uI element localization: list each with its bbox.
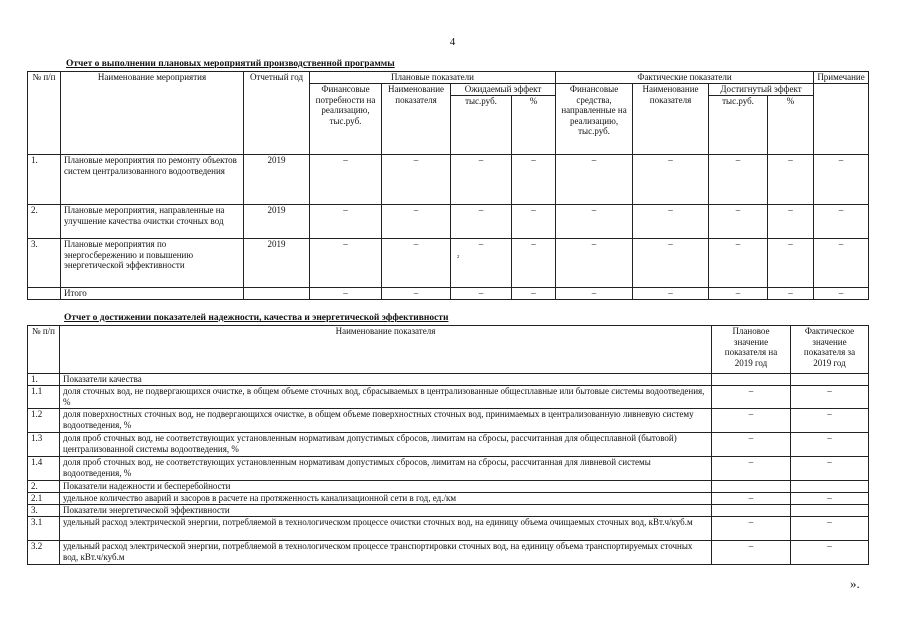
cell-dash: – xyxy=(814,288,869,300)
cell-dash: – xyxy=(814,205,869,239)
cell-dash: – xyxy=(768,155,814,205)
row-fact: – xyxy=(791,386,869,409)
row-name: Плановые мероприятия по ремонту объектов систем централизованного водоотведения xyxy=(61,155,244,205)
cell-dash: – xyxy=(382,239,451,288)
header-unit-pct: % xyxy=(512,96,556,155)
table-row xyxy=(28,505,869,517)
table-row xyxy=(28,517,869,541)
row-name: удельный расход электрической энергии, потребляемой в технологическом процессе транспортировки сточных вод, на единицу объема транспортируемых сточных вод, кВт.ч/куб.м xyxy=(60,541,712,565)
cell-dash: – xyxy=(633,205,709,239)
row-fact: – xyxy=(791,541,869,565)
row-num: 1. xyxy=(28,155,61,205)
cell-dash: – xyxy=(310,239,382,288)
cell-dash: – xyxy=(556,155,633,205)
cell-dash: – xyxy=(310,288,382,300)
row-num: 1.3 xyxy=(28,433,60,457)
cell-dash: – xyxy=(709,288,768,300)
row-num: 3.1 xyxy=(28,517,60,541)
row-fact: – xyxy=(791,409,869,433)
header-note-empty xyxy=(814,84,869,155)
row-num: 2.1 xyxy=(28,493,60,505)
cell-dash: – xyxy=(512,288,556,300)
table-row xyxy=(28,374,869,386)
total-year-empty xyxy=(244,288,310,300)
cell-dash: – xyxy=(451,288,512,300)
header-indicator-name-actual: Наименование показателя xyxy=(633,84,709,155)
stray-mark: ² xyxy=(457,254,460,262)
page-number: 4 xyxy=(449,36,456,48)
row-fact: – xyxy=(791,493,869,505)
cell-dash: – xyxy=(382,288,451,300)
header-unit-rub-actual: тыс.руб. xyxy=(709,96,768,155)
table-row xyxy=(28,239,869,288)
header-num: № п/п xyxy=(28,326,60,374)
row-fact: – xyxy=(791,517,869,541)
row-fact xyxy=(791,505,869,517)
cell-dash: – xyxy=(512,239,556,288)
table-row xyxy=(28,155,869,205)
row-fact xyxy=(791,481,869,493)
cell-dash: – xyxy=(633,155,709,205)
header-year: Отчетный год xyxy=(244,72,310,155)
row-name: Плановые мероприятия, направленные на улучшение качества очистки сточных вод xyxy=(61,205,244,239)
row-num: 2. xyxy=(28,205,61,239)
row-num: 1. xyxy=(28,374,60,386)
cell-dash: – xyxy=(310,205,382,239)
cell-dash: – xyxy=(382,205,451,239)
header-indicator-name: Наименование показателя xyxy=(382,84,451,155)
row-name: удельный расход электрической энергии, потребляемой в технологическом процессе очистки сточных вод, на единицу объема очищаемых сточных вод, кВт.ч/куб.м xyxy=(60,517,712,541)
row-name: удельное количество аварий и засоров в расчете на протяженность канализационной сети в год, ед./км xyxy=(60,493,712,505)
cell-dash: – xyxy=(556,239,633,288)
total-row xyxy=(28,288,869,300)
cell-dash: – xyxy=(768,288,814,300)
row-num: 1.1 xyxy=(28,386,60,409)
row-name: Показатели качества xyxy=(60,374,712,386)
row-num: 3. xyxy=(28,505,60,517)
table-row xyxy=(28,493,869,505)
row-plan: – xyxy=(712,517,791,541)
cell-dash-text: – xyxy=(478,239,484,249)
row-fact: – xyxy=(791,433,869,457)
cell-dash: – xyxy=(709,239,768,288)
row-plan xyxy=(712,505,791,517)
header-fin-means: Финансовые средства, направленные на реализацию, тыс.руб. xyxy=(556,84,633,155)
cell-dash: – xyxy=(709,155,768,205)
row-name: доля поверхностных сточных вод, не подвергающихся очистке, в общем объеме поверхностных сточных вод, принимаемых в централизованную ливневую систему водоотведения, % xyxy=(60,409,712,433)
header-unit-rub: тыс.руб. xyxy=(451,96,512,155)
row-num: 3.2 xyxy=(28,541,60,565)
cell-dash: – xyxy=(633,239,709,288)
cell-dash: – xyxy=(451,155,512,205)
header-plan-value: Плановое значение показателя на 2019 год xyxy=(712,326,791,374)
cell-dash: – xyxy=(768,205,814,239)
header-achieved-effect: Достигнутый эффект xyxy=(709,84,814,96)
cell-dash xyxy=(451,239,512,288)
cell-dash: – xyxy=(512,155,556,205)
row-plan: – xyxy=(712,493,791,505)
row-plan: – xyxy=(712,433,791,457)
header-unit-pct-actual: % xyxy=(768,96,814,155)
row-num: 1.2 xyxy=(28,409,60,433)
row-fact: – xyxy=(791,457,869,481)
table-row xyxy=(28,205,869,239)
header-num: № п/п xyxy=(28,72,61,155)
header-measure-name: Наименование мероприятия xyxy=(61,72,244,155)
header-actual: Фактические показатели xyxy=(556,72,814,84)
cell-dash: – xyxy=(310,155,382,205)
table1-title: Отчет о выполнении плановых мероприятий производственной программы xyxy=(66,59,395,69)
row-year: 2019 xyxy=(244,155,310,205)
cell-dash: – xyxy=(814,239,869,288)
table-row xyxy=(28,409,869,433)
cell-dash: – xyxy=(556,205,633,239)
planned-measures-table xyxy=(27,71,869,300)
total-label: Итого xyxy=(61,288,244,300)
row-plan: – xyxy=(712,386,791,409)
header-planned: Плановые показатели xyxy=(310,72,556,84)
table2-title: Отчет о достижении показателей надежности, качества и энергетической эффективности xyxy=(64,313,449,323)
cell-dash: – xyxy=(768,239,814,288)
cell-dash: – xyxy=(451,205,512,239)
header-indicator-name: Наименование показателя xyxy=(60,326,712,374)
table-row xyxy=(28,541,869,565)
row-name: Показатели энергетической эффективности xyxy=(60,505,712,517)
row-plan: – xyxy=(712,457,791,481)
row-year: 2019 xyxy=(244,239,310,288)
table-row xyxy=(28,433,869,457)
row-num: 3. xyxy=(28,239,61,288)
cell-dash: – xyxy=(382,155,451,205)
cell-dash: – xyxy=(709,205,768,239)
row-fact xyxy=(791,374,869,386)
row-year: 2019 xyxy=(244,205,310,239)
table-row xyxy=(28,457,869,481)
row-plan: – xyxy=(712,541,791,565)
cell-dash: – xyxy=(633,288,709,300)
row-name: доля проб сточных вод, не соответствующих установленным нормативам допустимых сбросов, лимитам на сбросы, рассчитанная для общесплавной (бытовой) централизованной системы водоотведения, % xyxy=(60,433,712,457)
row-name: Показатели надежности и бесперебойности xyxy=(60,481,712,493)
cell-dash: – xyxy=(814,155,869,205)
cell-dash: – xyxy=(556,288,633,300)
cell-dash: – xyxy=(512,205,556,239)
closing-quote: ». xyxy=(850,576,860,591)
row-num: 1.4 xyxy=(28,457,60,481)
header-expected-effect: Ожидаемый эффект xyxy=(451,84,556,96)
table-row xyxy=(28,386,869,409)
header-fin-needs: Финансовые потребности на реализацию, тыс.руб. xyxy=(310,84,382,155)
row-plan xyxy=(712,481,791,493)
table-row xyxy=(28,481,869,493)
total-num-empty xyxy=(28,288,61,300)
row-plan: – xyxy=(712,409,791,433)
row-plan xyxy=(712,374,791,386)
row-num: 2. xyxy=(28,481,60,493)
header-fact-value: Фактическое значение показателя за 2019 год xyxy=(791,326,869,374)
header-note: Примечание xyxy=(814,72,869,84)
row-name: Плановые мероприятия по энергосбережению и повышению энергетической эффективности xyxy=(61,239,244,288)
indicators-table xyxy=(27,325,869,565)
row-name: доля проб сточных вод, не соответствующих установленным нормативам допустимых сбросов, лимитам на сбросы, рассчитанная для ливневой системы водоотведения, % xyxy=(60,457,712,481)
row-name: доля сточных вод, не подвергающихся очистке, в общем объеме сточных вод, сбрасываемых в централизованные общесплавные или бытовые системы водоотведения, % xyxy=(60,386,712,409)
